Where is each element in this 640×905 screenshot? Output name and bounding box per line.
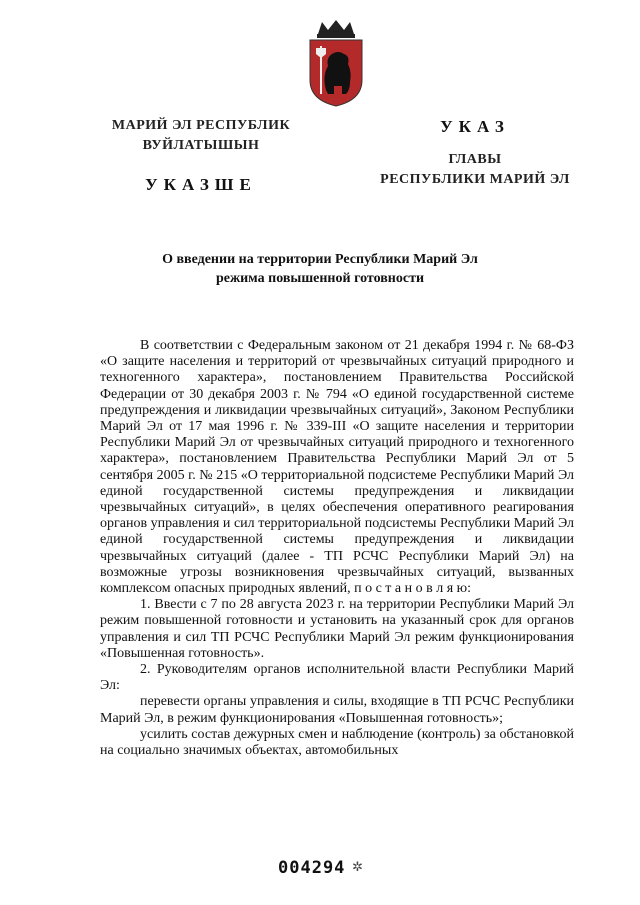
document-title-line1: О введении на территории Республики Марий Эл <box>162 252 478 267</box>
header-left-title: УКАЗШЕ <box>145 175 257 194</box>
header-right-line1: ГЛАВЫ <box>448 152 502 167</box>
paragraph-preamble: В соответствии с Федеральным законом от 21 декабря 1994 г. № 68-ФЗ «О защите населения и территорий от чрезвычайных ситуаций природного и техногенного характера», постановлением Правительства Российской Федерации от 30 декабря 2003 г. № 794 «О единой государственной системе предупреждения и ликвидации чрезвычайных ситуаций», Законом Республики Марий Эл от 17 мая 1996 г. № 339-III «О защите населения и территории Республики Марий Эл от чрезвычайных ситуаций природного и техногенного характера», постановлением Правительства Республики Марий Эл от 5 сентября 2005 г. № 215 «О территориальной подсистеме Республики Марий Эл единой государственной системы предупреждения и ликвидации чрезвычайных ситуаций», в целях обеспечения оперативного реагирования органов управления и сил территориальной подсистемы Республики Марий Эл единой государственной системы предупреждения и ликвидации чрезвычайных ситуаций (далее - ТП РСЧС Республики Марий Эл) на возможные угрозы возникновения чрезвычайных ситуаций, вызванных комплексом опасных природных явлений, п о с т а н о в л я ю: <box>100 338 574 597</box>
paragraph-item-2: 2. Руководителям органов исполнительной власти Республики Марий Эл: <box>100 662 574 694</box>
header-left-line1: МАРИЙ ЭЛ РЕСПУБЛИК <box>111 118 291 133</box>
header-right-title: УКАЗ <box>440 117 510 136</box>
document-title-line2: режима повышенной готовности <box>215 271 425 286</box>
serial-mark-icon: ✲ <box>352 859 363 874</box>
header-right-line2: РЕСПУБЛИКИ МАРИЙ ЭЛ <box>380 172 570 187</box>
header-russian-language <box>362 116 588 190</box>
coat-of-arms-icon <box>304 18 368 108</box>
paragraph-item-1: 1. Ввести с 7 по 28 августа 2023 г. на территории Республики Марий Эл режим повышенной готовности и установить на указанный срок для органов управления и сил ТП РСЧС Республики Марий Эл режим функционирования «Повышенная готовность». <box>100 597 574 661</box>
header-left-line2: ВУЙЛАТЫШЫН <box>142 138 260 153</box>
paragraph-item-2-sub-2: усилить состав дежурных смен и наблюдение (контроль) за обстановкой на социально значимых объектах, автомобильных <box>100 726 574 759</box>
paragraph-item-2-sub-1: перевести органы управления и силы, входящие в ТП РСЧС Республики Марий Эл, в режим функционирования «Повышенная готовность»; <box>100 694 574 726</box>
document-title <box>100 250 540 288</box>
serial-number: 004294 <box>278 858 346 878</box>
header-mari-language <box>86 116 316 196</box>
document-body <box>100 338 574 759</box>
